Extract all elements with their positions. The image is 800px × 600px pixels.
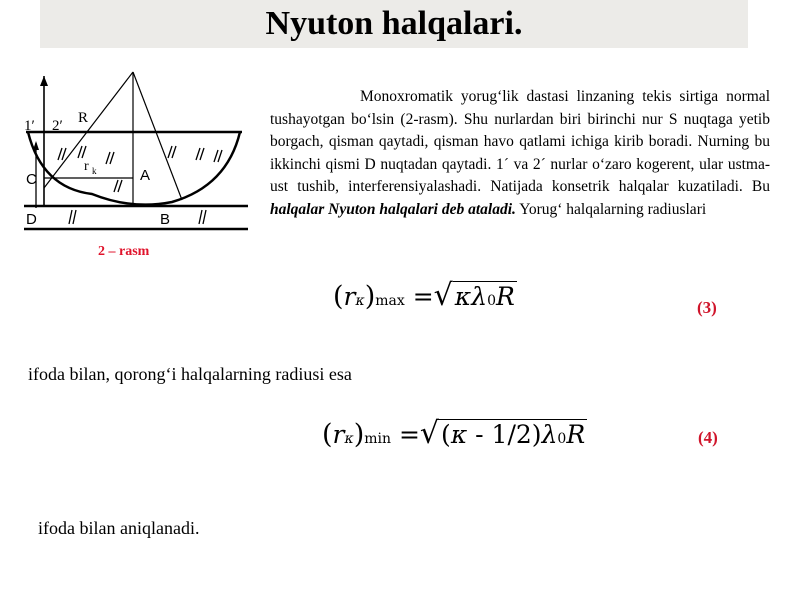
ray-1-arrow <box>40 76 48 86</box>
text-after-eq4: ifoda bilan aniqlanadi. <box>38 518 200 538</box>
eq3-limit: max <box>375 293 405 309</box>
eq4-lambda: λ <box>541 420 558 449</box>
eq4-limit: min <box>364 431 392 447</box>
eq3-lambda: λ <box>471 282 488 311</box>
label-R: R <box>78 110 89 126</box>
ray-2-arrow <box>33 141 39 150</box>
eq3-R: R <box>495 282 515 311</box>
label-ray-1: 1′ <box>24 118 35 134</box>
label-rk-sub: k <box>92 166 97 176</box>
newton-rings-figure <box>22 68 252 238</box>
label-ray-2: 2′ <box>52 118 63 134</box>
eq4-kappa: κ <box>450 420 468 449</box>
page-title: Nyuton halqalari. <box>265 5 523 42</box>
label-D: D <box>26 211 37 228</box>
paragraph-tail: Yorug‘ halqalarning radiuslari <box>515 200 707 218</box>
lens-diagram <box>22 68 252 238</box>
eq3-kappa: κ <box>454 282 472 311</box>
title-banner <box>40 0 748 48</box>
label-rk: r <box>84 159 89 174</box>
eq4-lhs-var: r <box>332 420 345 449</box>
label-A: A <box>140 167 151 184</box>
eq4-minus-half: - 1/2) <box>467 420 542 449</box>
eq4-open: ( <box>441 420 451 449</box>
equation-4-number: (4) <box>698 428 718 447</box>
eq3-lhs-sub: κ <box>355 293 365 309</box>
figure-caption: 2 – rasm <box>98 244 150 259</box>
equation-4: (rκ)min =√(κ - 1/2)λ0R <box>322 416 586 451</box>
eq4-lhs-sub: κ <box>344 431 354 447</box>
eq3-equals: = <box>412 282 434 311</box>
equation-3-number: (3) <box>697 298 717 317</box>
eq3-lambda-sub: 0 <box>487 293 496 309</box>
eq4-R: R <box>566 420 586 449</box>
glass-hatching <box>58 146 222 224</box>
label-B: B <box>160 211 171 228</box>
label-C: C <box>26 171 37 188</box>
eq4-radicand <box>439 419 587 449</box>
eq4-equals: = <box>398 420 420 449</box>
eq4-lambda-sub: 0 <box>557 431 567 447</box>
paragraph-emphasis: halqalar Nyuton halqalari deb ataladi. <box>270 200 516 218</box>
equation-3: (rκ)max =√κλ0R <box>333 278 515 313</box>
paragraph-main: Monoxromatik yorug‘lik dastasi linzaning tekis sirtiga normal tushayotgan bo‘lsin (2-rasm). Shu nurlardan biri birinchi nur S nuqtaga yetib borgach, qisman qaytadi, qisman havo qatlami ichiga kirib boradi. Nurning bu ikkinchi qismi D nuqtadan qaytadi. 1´ va 2´ nurlar o‘zaro kogerent, ular ustma-ust tushib, interferensiyalashadi. Natijada konsetrik halqalar kuzatiladi. Bu <box>270 88 770 195</box>
eq3-radicand <box>453 281 517 311</box>
text-after-eq3: ifoda bilan, qorong‘i halqalarning radiusi esa <box>28 364 352 384</box>
eq3-lhs-var: r <box>343 282 356 311</box>
body-paragraph <box>270 86 770 221</box>
